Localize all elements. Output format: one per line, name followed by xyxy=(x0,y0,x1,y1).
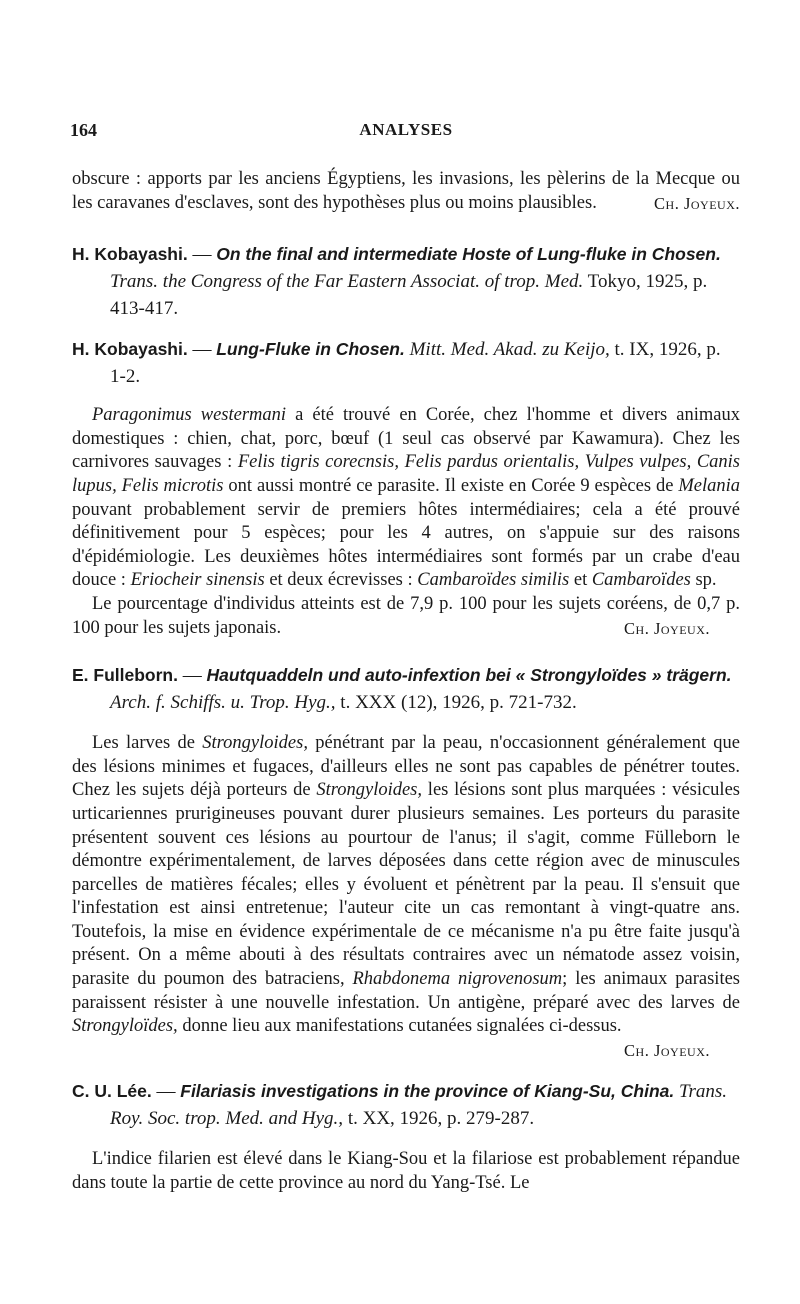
reference-title: Hautquaddeln und auto-infextion bei « Strongyloïdes » trägern. xyxy=(206,665,732,686)
reference-heading xyxy=(72,662,740,716)
reference-author: E. Fulleborn. xyxy=(72,665,178,686)
species-name: Felis tigris corecnsis, Felis pardus orientalis, Vulpes vulpes, Canis lupus, Felis microtis xyxy=(72,452,740,496)
review-text: pouvant probablement servir de premiers hôtes intermédiaires; cela a été prouvé définitivement pour 5 espèces; pour les 4 autres, on s'appuie sur des raisons d'épidémiologie. Les deuxièmes hôtes intermédiaires sont formés par un crabe d'eau douce : xyxy=(72,499,740,591)
review-text: et xyxy=(569,570,592,591)
reference-details: Tokyo, 1925, p. 413-417. xyxy=(110,271,708,320)
review-paragraph xyxy=(72,404,740,593)
reference-dash: — xyxy=(187,244,217,266)
species-name: Paragonimus westermani xyxy=(92,405,287,426)
reference-details: t. XXX (12), 1926, p. 721-732. xyxy=(340,692,577,714)
reference-heading xyxy=(72,1078,740,1132)
review-text: pénétrant par la peau, n'occasionnent généralement que des lésions minimes et fugaces, d'ailleurs elles ne sont pas capables de pénétrer toutes. Chez les sujets déjà porteurs de xyxy=(72,733,740,801)
page-content xyxy=(72,120,740,1196)
review-text: Les larves de xyxy=(92,733,203,754)
reference-source: Arch. f. Schiffs. u. Trop. Hyg., xyxy=(110,692,336,714)
review-body xyxy=(72,404,740,640)
review-text: donne lieu aux manifestations cutanées signalées ci-dessus. xyxy=(177,1016,622,1037)
page-header xyxy=(72,120,740,146)
continuation-text: obscure : apports par les anciens Égyptiens, les invasions, les pèlerins de la Mecque ou les caravanes d'esclaves, sont des hypothèses plus ou moins plausibles. xyxy=(72,169,740,213)
reference-details: t. IX, 1926, p. 1-2. xyxy=(110,339,721,388)
species-name: Eriocheir sinensis xyxy=(130,570,265,591)
review-text: a été trouvé en Corée, chez l'homme et divers animaux domestiques : chien, chat, porc, bœuf (1 seul cas observé par Kawamura). Chez les carnivores sauvages : xyxy=(72,405,741,473)
review-text: L'indice filarien est élevé dans le Kiang-Sou et la filariose est probablement répandue dans toute la partie de cette province au nord du Yang-Tsé. Le xyxy=(72,1149,740,1194)
reference-title: Filariasis investigations in the province of Kiang-Su, China. xyxy=(180,1081,675,1102)
reference-author: H. Kobayashi. xyxy=(72,244,188,265)
signature: Ch. Joyeux. xyxy=(624,618,710,638)
species-name: Melania xyxy=(678,475,740,496)
reference-author: H. Kobayashi. xyxy=(72,339,188,360)
reference-details: t. XX, 1926, p. 279-287. xyxy=(347,1108,535,1130)
reference-dash: — xyxy=(187,339,217,361)
running-title: ANALYSES xyxy=(359,120,453,139)
species-name: Cambaroïdes similis xyxy=(417,570,570,591)
reference-author: C. U. Lée. xyxy=(72,1081,152,1102)
review-text: Le pourcentage d'individus atteints est de 7,9 p. 100 pour les sujets coréens, de 0,7 p. 100 pour les sujets japonais. xyxy=(72,593,740,638)
species-name: Rhabdonema nigrovenosum xyxy=(352,969,563,990)
reference-title: Lung-Fluke in Chosen. xyxy=(216,339,405,360)
signature: Ch. Joyeux. xyxy=(654,193,740,213)
review-text: sp. xyxy=(690,570,717,591)
reference-source: Trans. Roy. Soc. trop. Med. and Hyg., xyxy=(110,1081,728,1130)
reference-source: Trans. the Congress of the Far Eastern Associat. of trop. Med. xyxy=(110,271,584,293)
review-text: ; les animaux parasites paraissent résister à une nouvelle infestation. Un antigène, préparé avec des larves de xyxy=(72,969,740,1013)
species-name: Strongyloides, xyxy=(202,733,308,754)
continuation-paragraph xyxy=(72,168,740,215)
review-body xyxy=(72,1148,740,1195)
review-text: les lésions sont plus marquées : vésicules urticariennes prurigineuses pouvant durer plusieurs semaines. Les porteurs du parasite présentent souvent ces lésions au pourtour de l'anus; il s'agit, comme Fülleborn le démontre expérimentalement, de larves déposées dans cette région avec de minuscules parcelles de matières fécales; elles y évoluent et pénètrent par la peau. Il s'ensuit que l'infestation est ainsi entretenue; l'auteur cite un cas remontant à vingt-quatre ans. Toutefois, la mise en évidence expérimentale de ce mécanisme n'a pu être faite jusqu'à présent. On a même abouti à des résultats contraires avec un nématode assez voisin, parasite du poumon des batraciens, xyxy=(72,780,740,990)
reference-title: On the final and intermediate Hoste of Lung-fluke in Chosen. xyxy=(216,244,721,265)
species-name: Strongyloïdes, xyxy=(72,1016,178,1037)
review-paragraph xyxy=(72,1148,740,1195)
reference-dash: — xyxy=(177,665,207,687)
review-body xyxy=(72,732,740,1062)
reference-dash: — xyxy=(151,1081,181,1103)
reference-heading xyxy=(72,241,740,322)
signature: Ch. Joyeux. xyxy=(624,1040,710,1060)
review-text: et deux écrevisses : xyxy=(264,570,418,591)
review-text: ont aussi montré ce parasite. Il existe en Corée 9 espèces de xyxy=(223,475,679,496)
reference-heading xyxy=(72,336,740,390)
species-name: Cambaroïdes xyxy=(591,570,691,591)
review-paragraph xyxy=(72,732,740,1039)
reference-source: Mitt. Med. Akad. zu Keijo, xyxy=(409,339,610,361)
review-paragraph xyxy=(72,593,740,640)
page-number: 164 xyxy=(70,120,97,140)
species-name: Strongyloides, xyxy=(316,780,423,801)
